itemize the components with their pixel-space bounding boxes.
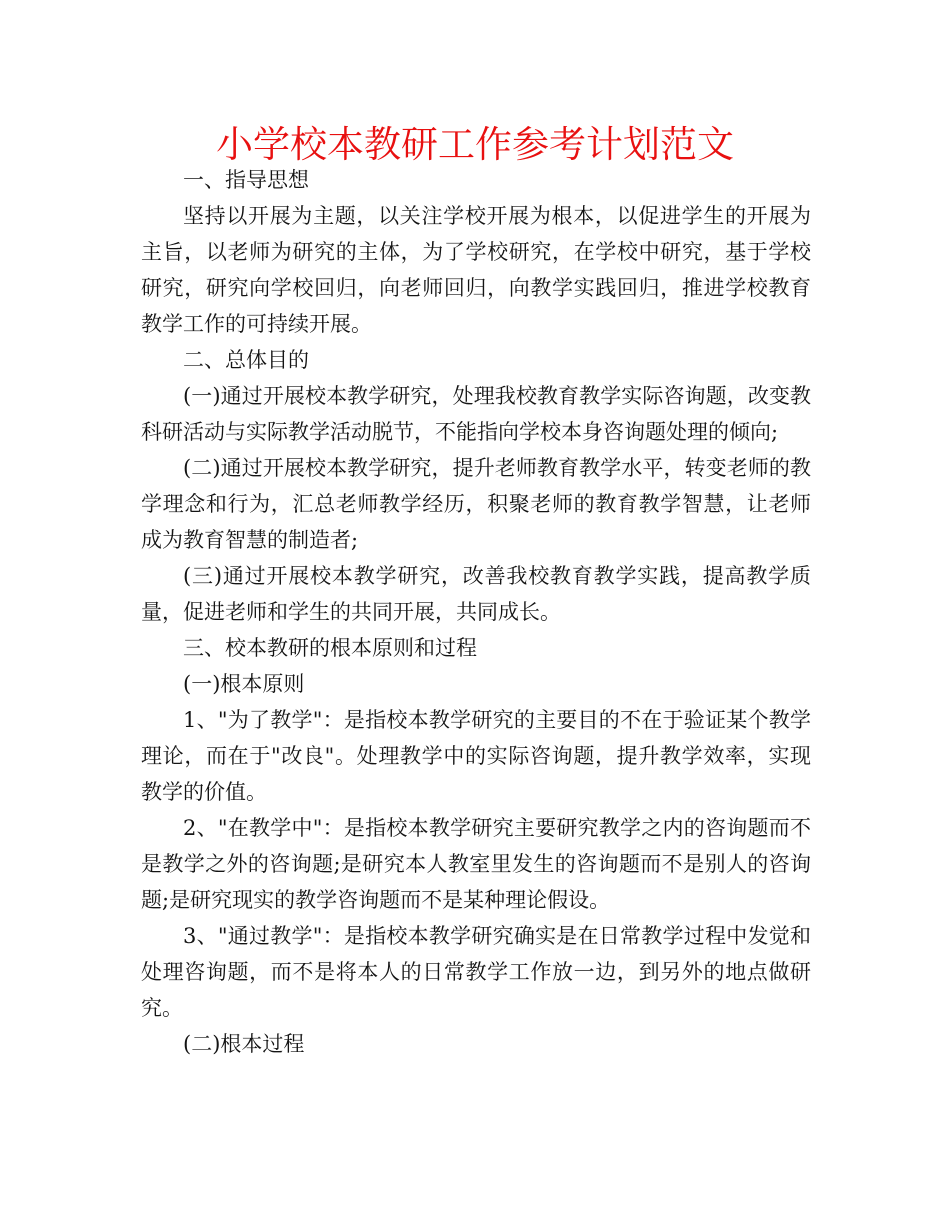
paragraph: (二)通过开展校本教学研究，提升老师教育教学水平，转变老师的教学理念和行为，汇总老师教学经历，积聚老师的教育教学智慧，让老师成为教育智慧的制造者;	[141, 456, 811, 552]
section-heading: 三、校本教研的根本原则和过程	[183, 636, 477, 660]
paragraph: 3、"通过教学"：是指校本教学研究确实是在日常教学过程中发觉和处理咨询题，而不是将本人的日常教学工作放一边，到另外的地点做研究。	[141, 924, 811, 1020]
paragraph: (三)通过开展校本教学研究，改善我校教育教学实践，提高教学质量，促进老师和学生的共同开展，共同成长。	[141, 564, 811, 624]
document-body	[141, 162, 811, 1062]
subsection-heading: (一)根本原则	[183, 672, 305, 696]
paragraph: 1、"为了教学"：是指校本教学研究的主要目的不在于验证某个教学理论，而在于"改良"。处理教学中的实际咨询题，提升教学效率，实现教学的价值。	[141, 708, 811, 804]
subsection-heading: (二)根本过程	[183, 1032, 305, 1056]
document-title: 小学校本教研工作参考计划范文	[216, 123, 734, 166]
paragraph: (一)通过开展校本教学研究，处理我校教育教学实际咨询题，改变教科研活动与实际教学活动脱节，不能指向学校本身咨询题处理的倾向;	[141, 384, 811, 444]
section-heading: 二、总体目的	[183, 348, 309, 372]
paragraph: 坚持以开展为主题，以关注学校开展为根本，以促进学生的开展为主旨，以老师为研究的主体，为了学校研究，在学校中研究，基于学校研究，研究向学校回归，向老师回归，向教学实践回归，推进学校教育教学工作的可持续开展。	[141, 204, 811, 336]
paragraph: 2、"在教学中"：是指校本教学研究主要研究教学之内的咨询题而不是教学之外的咨询题;是研究本人教室里发生的咨询题而不是别人的咨询题;是研究现实的教学咨询题而不是某种理论假设。	[141, 816, 811, 912]
section-heading: 一、指导思想	[183, 168, 309, 192]
